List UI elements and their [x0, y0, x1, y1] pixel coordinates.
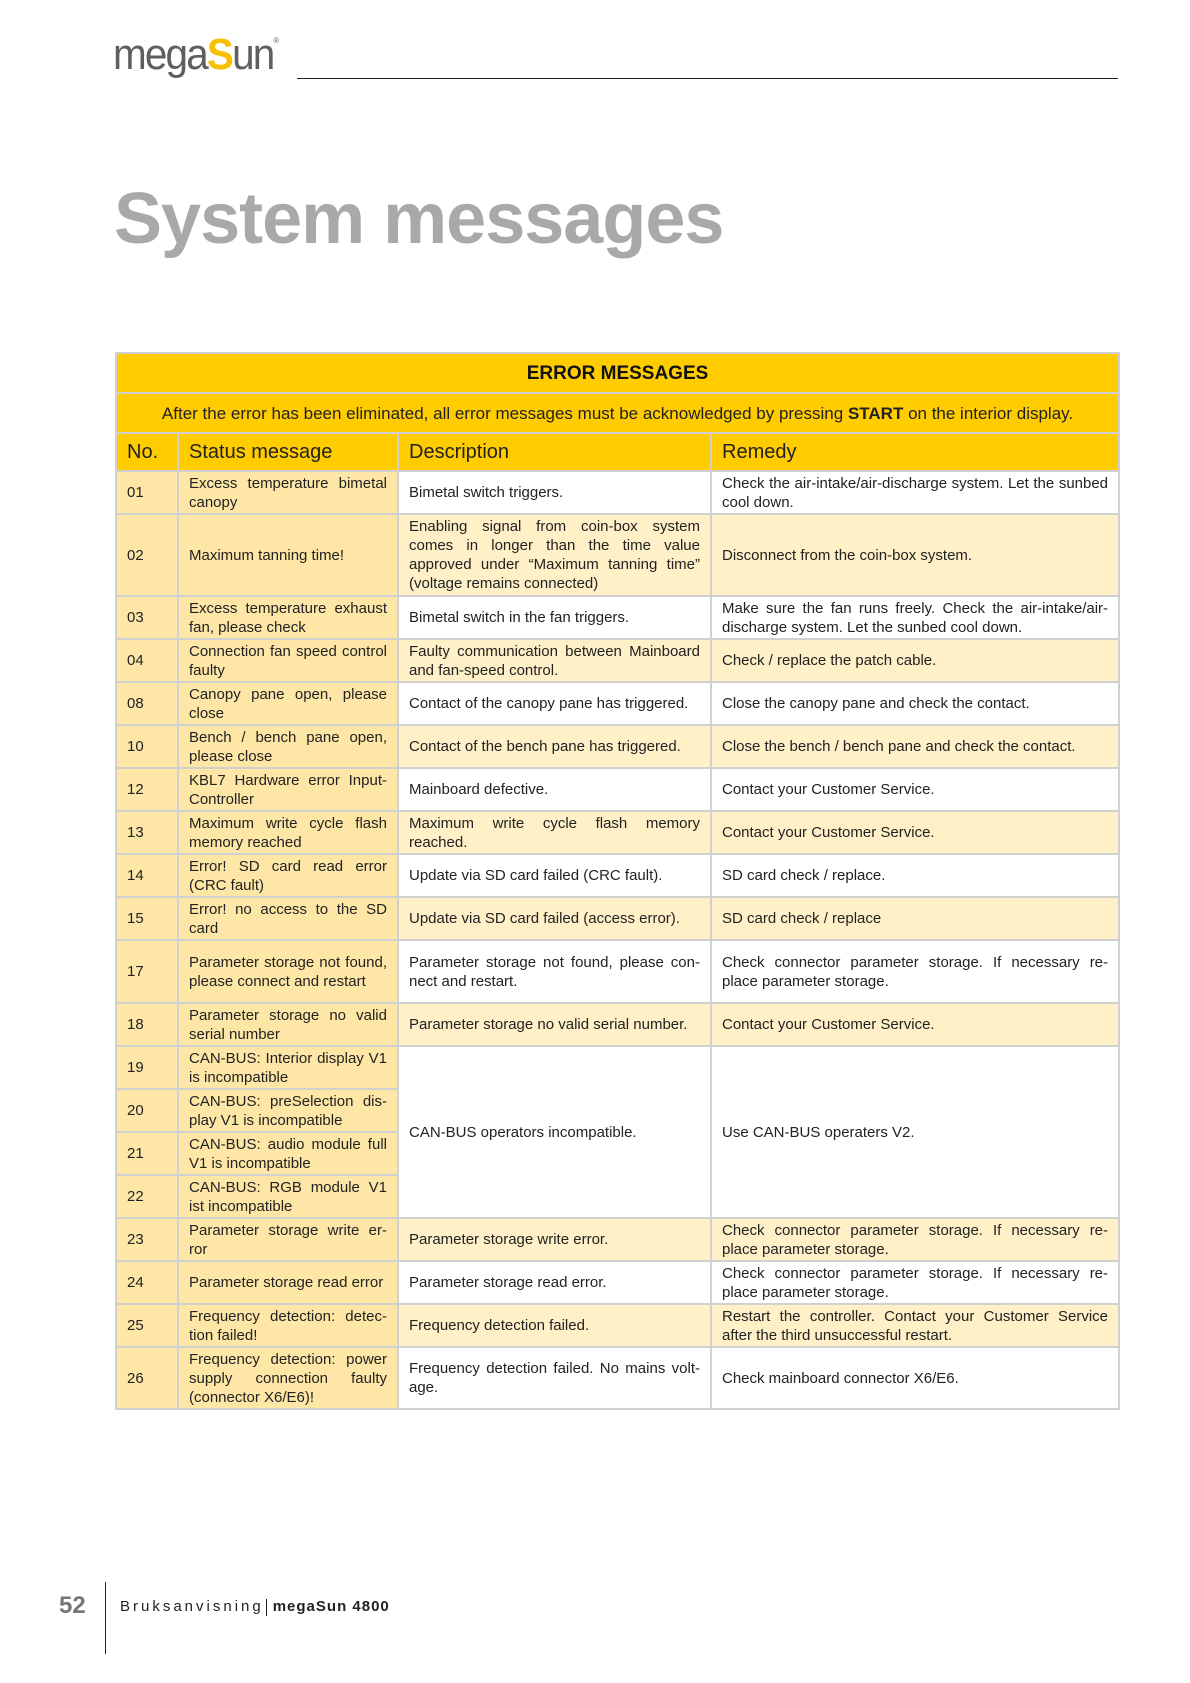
cell-status: CAN-BUS: audio module full V1 is incompatible [178, 1132, 398, 1175]
cell-remedy: SD card check / replace [711, 897, 1119, 940]
cell-remedy: Check mainboard connector X6/E6. [711, 1347, 1119, 1409]
table-row [116, 1304, 1119, 1347]
table-row [116, 682, 1119, 725]
cell-no: 17 [116, 940, 178, 1003]
cell-remedy: Close the bench / bench pane and check the contact. [711, 725, 1119, 768]
header-rule [297, 78, 1118, 79]
cell-status: Excess temperature bimetal canopy [178, 471, 398, 514]
cell-status: Error! no access to the SD card [178, 897, 398, 940]
megasun-logo [113, 30, 277, 80]
cell-remedy: Check / replace the patch cable. [711, 639, 1119, 682]
cell-no: 15 [116, 897, 178, 940]
table-row [116, 639, 1119, 682]
product-name: megaSun 4800 [272, 1598, 390, 1615]
cell-no: 10 [116, 725, 178, 768]
cell-no: 20 [116, 1089, 178, 1132]
cell-status: Excess temperature exhaust fan, please check [178, 596, 398, 639]
cell-no: 02 [116, 514, 178, 596]
cell-status: Canopy pane open, please close [178, 682, 398, 725]
cell-remedy: Close the canopy pane and check the contact. [711, 682, 1119, 725]
cell-description: Parameter storage write error. [398, 1218, 711, 1261]
table-row [116, 1046, 1119, 1089]
note-text: After the error has been eliminated, all error messages must be acknowledged by pressing [161, 403, 848, 423]
cell-remedy: Make sure the fan runs freely. Check the air-intake/air-discharge system. Let the sunbed cool down. [711, 596, 1119, 639]
note-text-end: on the interior display. [903, 403, 1074, 423]
cell-remedy: Restart the controller. Contact your Customer Service after the third unsuccessful restart. [711, 1304, 1119, 1347]
cell-status: Maximum tanning time! [178, 514, 398, 596]
table-note [116, 393, 1119, 433]
logo-text-s: S [206, 30, 233, 79]
cell-no: 13 [116, 811, 178, 854]
cell-remedy: Check connector parameter storage. If necessary re-place parameter storage. [711, 940, 1119, 1003]
cell-no: 22 [116, 1175, 178, 1218]
cell-description: Update via SD card failed (access error). [398, 897, 711, 940]
cell-status: Frequency detection: power supply connection faulty (connector X6/E6)! [178, 1347, 398, 1409]
cell-description: Bimetal switch triggers. [398, 471, 711, 514]
table-row [116, 940, 1119, 1003]
registered-mark: ® [273, 36, 278, 45]
column-header-status: Status message [178, 433, 398, 471]
cell-no: 14 [116, 854, 178, 897]
table-row [116, 471, 1119, 514]
table-row [116, 1261, 1119, 1304]
cell-description: Mainboard defective. [398, 768, 711, 811]
cell-no: 26 [116, 1347, 178, 1409]
doc-label: Bruksanvisning [120, 1598, 264, 1615]
cell-description: Parameter storage no valid serial number. [398, 1003, 711, 1046]
footer-label [120, 1598, 390, 1616]
cell-no: 04 [116, 639, 178, 682]
cell-description: Frequency detection failed. [398, 1304, 711, 1347]
cell-remedy: Use CAN-BUS operaters V2. [711, 1046, 1119, 1218]
cell-description: Contact of the canopy pane has triggered. [398, 682, 711, 725]
cell-description: Update via SD card failed (CRC fault). [398, 854, 711, 897]
cell-status: Bench / bench pane open, please close [178, 725, 398, 768]
page-title: System messages [114, 179, 724, 259]
cell-description: Parameter storage not found, please con-nect and restart. [398, 940, 711, 1003]
cell-description: Contact of the bench pane has triggered. [398, 725, 711, 768]
cell-remedy: SD card check / replace. [711, 854, 1119, 897]
cell-remedy: Contact your Customer Service. [711, 768, 1119, 811]
error-messages-table [115, 352, 1120, 1410]
page-number: 52 [59, 1592, 86, 1619]
cell-status: CAN-BUS: RGB module V1 ist incompatible [178, 1175, 398, 1218]
cell-description: Frequency detection failed. No mains volt-age. [398, 1347, 711, 1409]
note-start-keyword: START [847, 403, 904, 423]
table-row [116, 514, 1119, 596]
table-row [116, 1218, 1119, 1261]
cell-status: Parameter storage write er-ror [178, 1218, 398, 1261]
table-row [116, 768, 1119, 811]
cell-status: KBL7 Hardware error Input-Controller [178, 768, 398, 811]
cell-description: Maximum write cycle flash memory reached. [398, 811, 711, 854]
table-row [116, 811, 1119, 854]
cell-status: Frequency detection: detec-tion failed! [178, 1304, 398, 1347]
cell-remedy: Check the air-intake/air-discharge system. Let the sunbed cool down. [711, 471, 1119, 514]
table-row [116, 897, 1119, 940]
cell-no: 08 [116, 682, 178, 725]
table-row [116, 1003, 1119, 1046]
logo-text-end: un [232, 30, 274, 79]
cell-no: 23 [116, 1218, 178, 1261]
table-row [116, 1347, 1119, 1409]
cell-no: 19 [116, 1046, 178, 1089]
cell-no: 21 [116, 1132, 178, 1175]
cell-remedy: Check connector parameter storage. If necessary re-place parameter storage. [711, 1261, 1119, 1304]
column-header-description: Description [398, 433, 711, 471]
cell-status: Connection fan speed control faulty [178, 639, 398, 682]
cell-no: 01 [116, 471, 178, 514]
cell-status: CAN-BUS: Interior display V1 is incompatible [178, 1046, 398, 1089]
cell-remedy: Contact your Customer Service. [711, 1003, 1119, 1046]
logo-text: mega [113, 30, 207, 79]
table-row [116, 725, 1119, 768]
cell-status: Maximum write cycle flash memory reached [178, 811, 398, 854]
footer-rule [105, 1582, 106, 1654]
cell-description: Bimetal switch in the fan triggers. [398, 596, 711, 639]
table-row [116, 854, 1119, 897]
cell-remedy: Contact your Customer Service. [711, 811, 1119, 854]
cell-description: Parameter storage read error. [398, 1261, 711, 1304]
cell-description: Enabling signal from coin-box system comes in longer than the time value approved under “Maximum tanning time” (voltage remains connected) [398, 514, 711, 596]
column-header-remedy: Remedy [711, 433, 1119, 471]
cell-status: CAN-BUS: preSelection dis-play V1 is incompatible [178, 1089, 398, 1132]
cell-status: Parameter storage not found, please connect and restart [178, 940, 398, 1003]
cell-status: Parameter storage no valid serial number [178, 1003, 398, 1046]
cell-no: 24 [116, 1261, 178, 1304]
cell-no: 18 [116, 1003, 178, 1046]
cell-no: 12 [116, 768, 178, 811]
column-header-no: No. [116, 433, 178, 471]
cell-description: CAN-BUS operators incompatible. [398, 1046, 711, 1218]
cell-description: Faulty communication between Mainboard and fan-speed control. [398, 639, 711, 682]
table-caption: ERROR MESSAGES [116, 353, 1119, 393]
cell-status: Parameter storage read error [178, 1261, 398, 1304]
cell-no: 03 [116, 596, 178, 639]
cell-no: 25 [116, 1304, 178, 1347]
cell-remedy: Disconnect from the coin-box system. [711, 514, 1119, 596]
table-row [116, 596, 1119, 639]
cell-remedy: Check connector parameter storage. If necessary re-place parameter storage. [711, 1218, 1119, 1261]
cell-status: Error! SD card read error (CRC fault) [178, 854, 398, 897]
